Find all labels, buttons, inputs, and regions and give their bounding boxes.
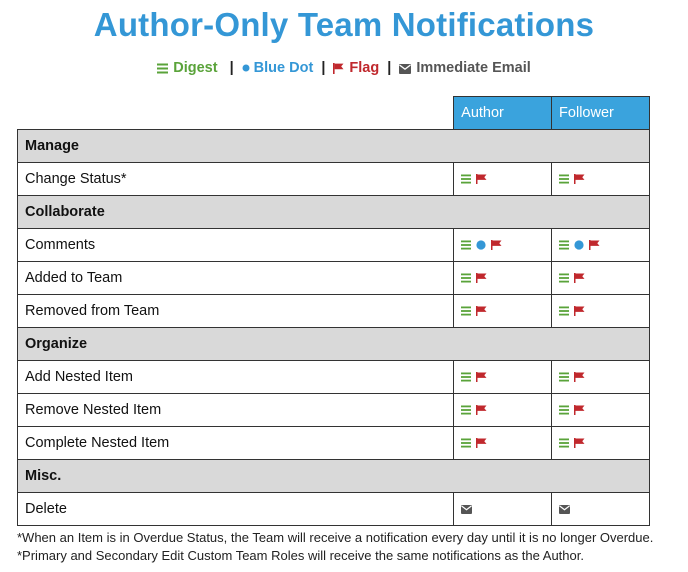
event-label: Complete Nested Item [18, 427, 454, 460]
follower-notification-cell [552, 361, 650, 394]
event-label: Delete [18, 493, 454, 526]
flag-icon [574, 405, 585, 415]
digest-icon [461, 174, 471, 184]
section-row [18, 328, 650, 361]
author-notification-cell [454, 229, 552, 262]
digest-icon [559, 405, 569, 415]
event-label: Change Status* [18, 163, 454, 196]
event-label: Removed from Team [18, 295, 454, 328]
author-notification-cell [454, 427, 552, 460]
digest-icon [461, 372, 471, 382]
follower-notification-cell [552, 427, 650, 460]
legend-separator: | [229, 60, 234, 76]
legend-flag-label: Flag [349, 60, 380, 77]
legend-blue-dot [242, 60, 314, 76]
digest-icon [559, 174, 569, 184]
table-row [18, 229, 650, 262]
digest-icon [461, 306, 471, 316]
author-notification-cell [454, 163, 552, 196]
table-row [18, 493, 650, 526]
section-row [18, 460, 650, 493]
legend-digest-label: Digest [173, 60, 218, 77]
section-title: Misc. [18, 460, 650, 493]
email-icon [399, 64, 411, 74]
table-row [18, 262, 650, 295]
flag-icon [574, 438, 585, 448]
table-row [18, 361, 650, 394]
section-row [18, 130, 650, 163]
author-notification-cell [454, 493, 552, 526]
follower-notification-cell [552, 295, 650, 328]
section-title: Manage [18, 130, 650, 163]
table-row [18, 394, 650, 427]
event-label: Added to Team [18, 262, 454, 295]
follower-notification-cell [552, 229, 650, 262]
author-notification-cell [454, 361, 552, 394]
digest-icon [461, 240, 471, 250]
table-body [18, 130, 650, 526]
flag-icon [589, 240, 600, 250]
flag-icon [476, 438, 487, 448]
flag-icon [333, 63, 344, 74]
author-notification-cell [454, 262, 552, 295]
section-row [18, 196, 650, 229]
legend-separator: | [387, 60, 392, 76]
header-blank [18, 97, 454, 130]
blue-dot-icon [476, 240, 486, 250]
blue-dot-icon [574, 240, 584, 250]
table-row [18, 295, 650, 328]
author-notification-cell [454, 295, 552, 328]
legend-separator: | [321, 60, 326, 76]
author-notification-cell [454, 394, 552, 427]
flag-icon [491, 240, 502, 250]
column-header-author: Author [454, 97, 552, 130]
digest-icon [157, 63, 168, 74]
flag-icon [574, 174, 585, 184]
digest-icon [559, 273, 569, 283]
email-icon [559, 505, 570, 514]
legend-blue-dot-label: Blue Dot [253, 60, 314, 77]
legend-digest [157, 60, 217, 76]
footnotes [17, 529, 682, 565]
digest-icon [559, 438, 569, 448]
flag-icon [476, 372, 487, 382]
blue-dot-icon [242, 64, 250, 72]
event-label: Add Nested Item [18, 361, 454, 394]
follower-notification-cell [552, 163, 650, 196]
digest-icon [559, 372, 569, 382]
notifications-table [17, 96, 650, 526]
section-title: Organize [18, 328, 650, 361]
legend-email-label: Immediate Email [416, 60, 531, 77]
digest-icon [559, 240, 569, 250]
digest-icon [461, 438, 471, 448]
table-row [18, 427, 650, 460]
page-title: Author-Only Team Notifications [93, 6, 595, 43]
digest-icon [461, 405, 471, 415]
legend [0, 60, 688, 76]
flag-icon [476, 174, 487, 184]
footnote: *When an Item is in Overdue Status, the Team will receive a notification every day until it is no longer Overdue. [17, 530, 654, 545]
flag-icon [574, 273, 585, 283]
flag-icon [574, 372, 585, 382]
table-header-row [18, 97, 650, 130]
flag-icon [574, 306, 585, 316]
legend-flag [333, 60, 379, 76]
table-row [18, 163, 650, 196]
flag-icon [476, 306, 487, 316]
event-label: Comments [18, 229, 454, 262]
event-label: Remove Nested Item [18, 394, 454, 427]
flag-icon [476, 273, 487, 283]
follower-notification-cell [552, 394, 650, 427]
follower-notification-cell [552, 262, 650, 295]
section-title: Collaborate [18, 196, 650, 229]
digest-icon [559, 306, 569, 316]
email-icon [461, 505, 472, 514]
footnote: *Primary and Secondary Edit Custom Team Roles will receive the same notifications as the Author. [17, 548, 584, 563]
column-header-follower: Follower [552, 97, 650, 130]
flag-icon [476, 405, 487, 415]
follower-notification-cell [552, 493, 650, 526]
digest-icon [461, 273, 471, 283]
legend-email [399, 60, 530, 76]
